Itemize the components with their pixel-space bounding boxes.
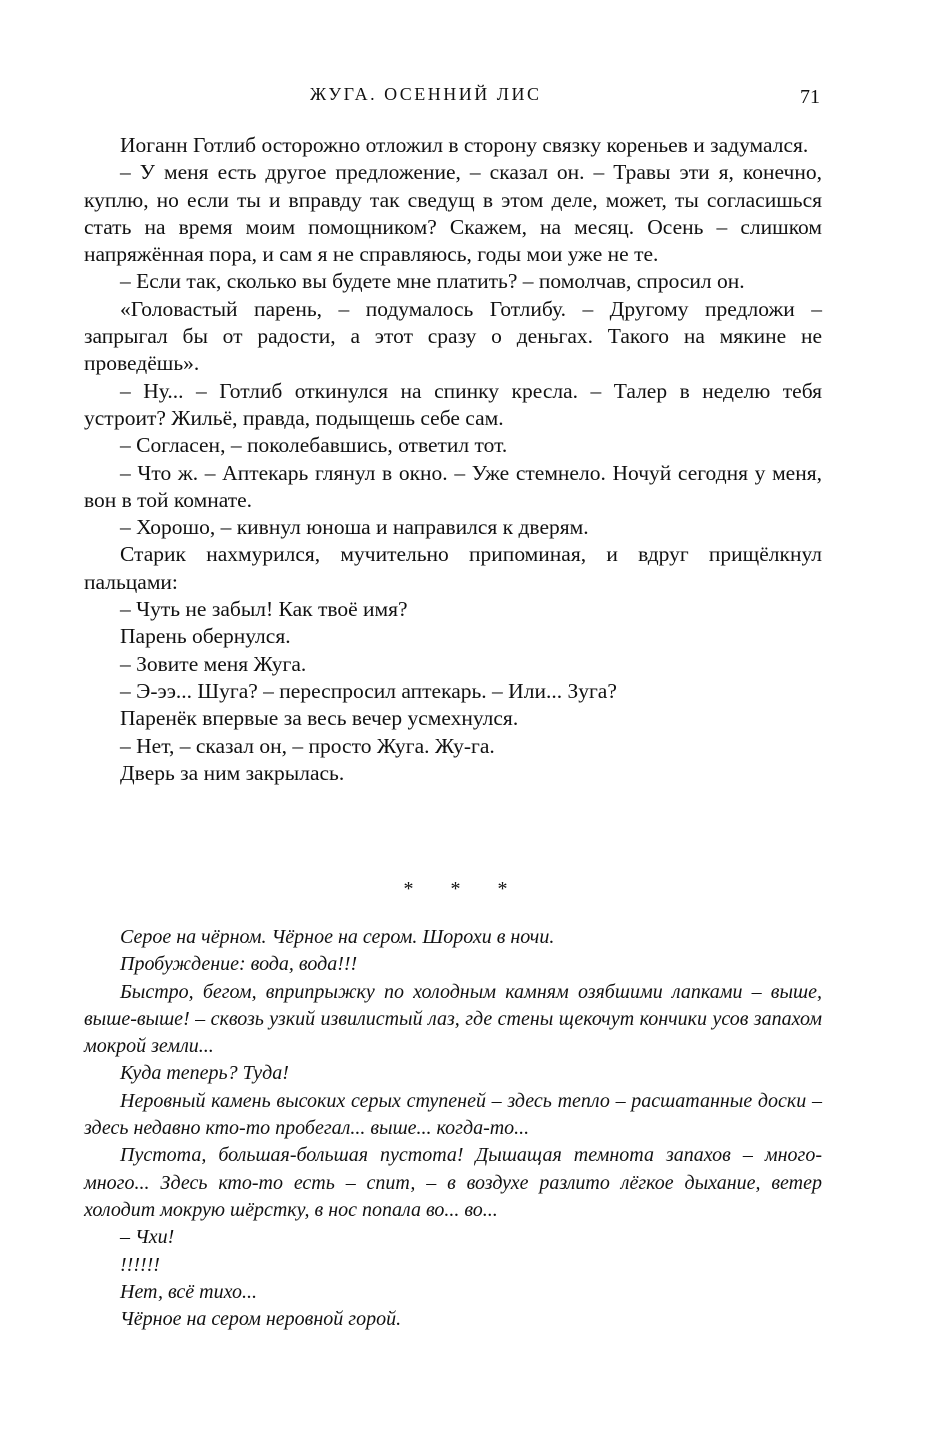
body-text bbox=[84, 132, 822, 787]
italic-paragraph: – Чхи! bbox=[120, 1226, 175, 1249]
paragraph: – Нет, – сказал он, – просто Жуга. Жу-га. bbox=[120, 733, 495, 758]
paragraph: – Зовите меня Жуга. bbox=[120, 651, 307, 676]
paragraph: Старик нахмурился, мучительно припоминая, и вдруг прищёлкнул пальцами: bbox=[84, 542, 822, 594]
italic-paragraph: !!!!!! bbox=[120, 1253, 160, 1276]
italic-paragraph: Нет, всё тихо... bbox=[120, 1280, 257, 1303]
italic-paragraph: Чёрное на сером неровной горой. bbox=[120, 1308, 402, 1331]
page-number: 71 bbox=[800, 86, 820, 108]
paragraph: – Чуть не забыл! Как твоё имя? bbox=[120, 597, 408, 622]
italic-paragraph: Быстро, бегом, вприпрыжку по холодным камням озябшими лапками – выше, выше-выше! – сквозь узкий извилистый лаз, где стены щекочут кончики усов запахом мокрой земли... bbox=[84, 980, 822, 1058]
section-separator: * * * bbox=[403, 878, 524, 900]
paragraph: – Согласен, – поколебавшись, ответил тот. bbox=[120, 433, 508, 458]
paragraph: – Ну... – Готлиб откинулся на спинку кресла. – Талер в неделю тебя устроит? Жильё, правда, подыщешь себе сам. bbox=[84, 378, 822, 430]
paragraph: – Если так, сколько вы будете мне платить? – помолчав, спросил он. bbox=[120, 269, 745, 294]
italic-section bbox=[84, 924, 822, 1333]
paragraph: – Э-ээ... Шуга? – переспросил аптекарь. – Или... Зуга? bbox=[120, 678, 617, 703]
italic-paragraph: Пробуждение: вода, вода!!! bbox=[120, 953, 358, 976]
italic-paragraph: Куда теперь? Туда! bbox=[120, 1062, 289, 1085]
paragraph: Парень обернулся. bbox=[120, 624, 291, 649]
paragraph: Дверь за ним закрылась. bbox=[120, 760, 345, 785]
running-title: ЖУГА. ОСЕННИЙ ЛИС bbox=[310, 84, 542, 104]
paragraph: – У меня есть другое предложение, – сказал он. – Травы эти я, конечно, куплю, но если ты и вправду так сведущ в этом деле, может, ты согласишься стать на время моим помощником? Скажем, на месяц. Осень – слишком напряжённая пора, и сам я не справляюсь, годы мои уже не те. bbox=[84, 160, 822, 267]
paragraph: Паренёк впервые за весь вечер усмехнулся. bbox=[120, 706, 519, 731]
paragraph: – Хорошо, – кивнул юноша и направился к дверям. bbox=[120, 515, 589, 540]
paragraph: «Головастый парень, – подумалось Готлибу. – Другому предложи – запрыгал бы от радости, а этот сразу о деньгах. Такого на мякине не проведёшь». bbox=[84, 296, 822, 376]
italic-paragraph: Неровный камень высоких серых ступеней – здесь тепло – расшатанные доски – здесь недавно кто-то пробегал... выше... когда-то... bbox=[84, 1089, 822, 1140]
paragraph: Иоганн Готлиб осторожно отложил в сторону связку кореньев и задумался. bbox=[120, 133, 809, 157]
italic-paragraph: Серое на чёрном. Чёрное на сером. Шорохи в ночи. bbox=[120, 926, 555, 948]
paragraph: – Что ж. – Аптекарь глянул в окно. – Уже стемнело. Ночуй сегодня у меня, вон в той комнате. bbox=[84, 460, 822, 512]
italic-paragraph: Пустота, большая-большая пустота! Дышащая темнота запахов – много-много... Здесь кто-то есть – спит, – в воздухе разлито лёгкое дыхание, ветер холодит мокрую шёрстку, в нос попала во... во... bbox=[84, 1144, 822, 1221]
